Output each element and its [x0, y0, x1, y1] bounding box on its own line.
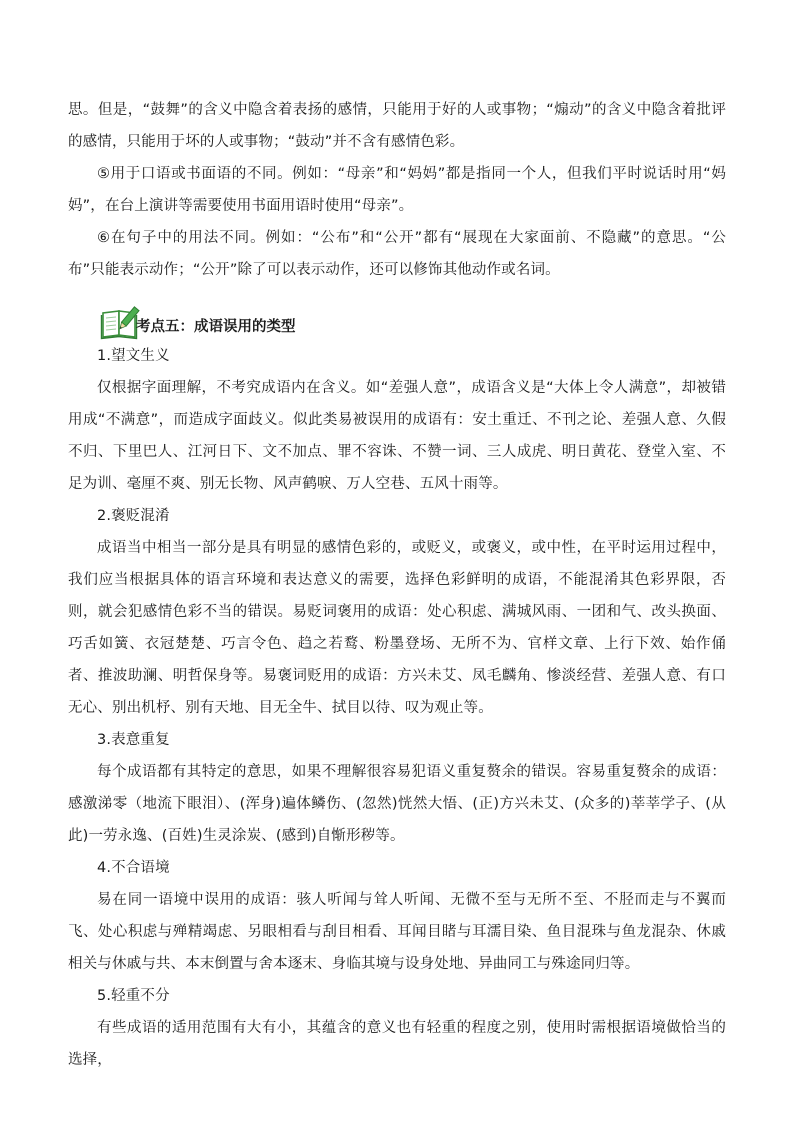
item-heading-4: 4.不合语境	[97, 860, 170, 876]
book-pencil-icon	[100, 304, 140, 340]
section-heading	[100, 294, 726, 340]
item-body-4: 易在同一语境中误用的成语：骇人听闻与耸人听闻、无微不至与无所不至、不胫而走与不翼而飞、处心积虑与殚精竭虑、另眼相看与刮目相看、耳闻目睹与耳濡目染、鱼目混珠与鱼龙混杂、休戚相关与休戚与共、本末倒置与舍本逐末、身临其境与设身处地、异曲同工与殊途同归等。	[68, 892, 726, 972]
section-title: 考点五：成语误用的类型	[136, 319, 296, 335]
item-heading-3: 3.表意重复	[97, 732, 170, 748]
paragraph-continuation: 思。但是，“鼓舞”的含义中隐含着表扬的感情，只能用于好的人或事物；“煽动”的含义中隐含着批评的感情，只能用于坏的人或事物；“鼓动”并不含有感情色彩。	[68, 102, 726, 150]
item-heading-2: 2.褒贬混淆	[97, 508, 170, 524]
item-heading-5: 5.轻重不分	[97, 988, 170, 1004]
paragraph-point-5: ⑤用于口语或书面语的不同。例如：“母亲”和“妈妈”都是指同一个人，但我们平时说话时用“妈妈”，在台上演讲等需要使用书面用语时使用“母亲”。	[68, 166, 726, 214]
item-body-1: 仅根据字面理解，不考究成语内在含义。如“差强人意”，成语含义是“大体上令人满意”，却被错用成“不满意”，而造成字面歧义。似此类易被误用的成语有：安土重迁、不刊之论、差强人意、久假不归、下里巴人、江河日下、文不加点、罪不容诛、不赞一词、三人成虎、明日黄花、登堂入室、不足为训、毫厘不爽、别无长物、风声鹤唳、万人空巷、五风十雨等。	[68, 380, 726, 492]
paragraph-point-6: ⑥在句子中的用法不同。例如：“公布”和“公开”都有“展现在大家面前、不隐藏”的意思。“公布”只能表示动作；“公开”除了可以表示动作，还可以修饰其他动作或名词。	[68, 230, 726, 278]
item-body-5: 有些成语的适用范围有大有小，其蕴含的意义也有轻重的程度之别，使用时需根据语境做恰当的选择，	[68, 1020, 726, 1068]
item-body-2: 成语当中相当一部分是具有明显的感情色彩的，或贬义，或褒义，或中性，在平时运用过程中，我们应当根据具体的语言环境和表达意义的需要，选择色彩鲜明的成语，不能混淆其色彩界限，否则，就会犯感情色彩不当的错误。易贬词褒用的成语：处心积虑、满城风雨、一团和气、改头换面、巧舌如簧、衣冠楚楚、巧言令色、趋之若鹜、粉墨登场、无所不为、官样文章、上行下效、始作俑者、推波助澜、明哲保身等。易褒词贬用的成语：方兴未艾、凤毛麟角、惨淡经营、差强人意、有口无心、别出机杼、别有天地、目无全牛、拭目以待、叹为观止等。	[68, 540, 726, 716]
item-heading-1: 1.望文生义	[97, 348, 170, 364]
item-body-3: 每个成语都有其特定的意思，如果不理解很容易犯语义重复赘余的错误。容易重复赘余的成语：感激涕零（地流下眼泪）、(浑身)遍体鳞伤、(忽然)恍然大悟、(正)方兴未艾、(众多的)莘莘学子、(从此)一劳永逸、(百姓)生灵涂炭、(感到)自惭形秽等。	[68, 764, 726, 844]
